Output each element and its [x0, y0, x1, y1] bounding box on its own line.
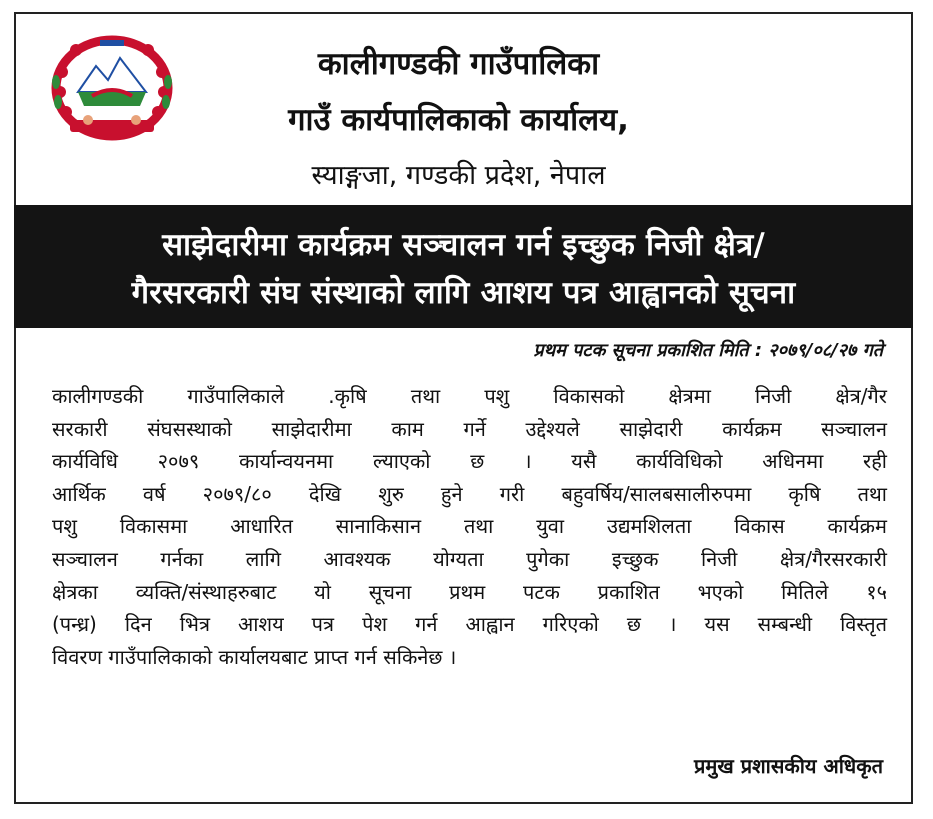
body-line: आर्थिक वर्ष २०७९/८० देखि शुरु हुने गरी बहुवर्षिय/सालबसालीरुपमा कृषि तथा	[52, 481, 887, 506]
body-line: पशु विकासमा आधारित सानाकिसान तथा युवा उद्यमशिलता विकास कार्यक्रम	[52, 514, 887, 539]
body-line: विवरण गाउँपालिकाको कार्यालयबाट प्राप्त गर्न सकिनेछ ।	[52, 644, 457, 669]
notice-body	[52, 380, 887, 673]
body-line: सरकारी संघसस्थाको साझेदारीमा काम गर्ने उद्देश्यले साझेदारी कार्यक्रम सञ्चालन	[52, 416, 887, 441]
body-line: क्षेत्रका व्यक्ति/संस्थाहरुबाट यो सूचना प्रथम पटक प्रकाशित भएको मितिले १५	[52, 579, 887, 604]
location-line: स्याङ्गजा, गण्डकी प्रदेश, नेपाल	[311, 160, 606, 191]
body-line: कार्यविधि २०७९ कार्यान्वयनमा ल्याएको छ । यसै कार्यविधिको अधिनमा रही	[52, 449, 887, 474]
municipality-name: कालीगण्डकी गाउँपालिका	[317, 46, 600, 82]
signature: प्रमुख प्रशासकीय अधिकृत	[694, 754, 883, 778]
office-name: गाउँ कार्यपालिकाको कार्यालय,	[288, 102, 629, 138]
notice-title-banner	[14, 205, 913, 328]
notice-title-line2: गैरसरकारी संघ संस्थाको लागि आशय पत्र आह्वानको सूचना	[131, 275, 796, 311]
notice-title-line1: साझेदारीमा कार्यक्रम सञ्चालन गर्न इच्छुक निजी क्षेत्र/	[162, 227, 765, 263]
publish-date: प्रथम पटक सूचना प्रकाशित मिति : २०७९/०८/२७ गते	[533, 340, 883, 361]
body-line: (पन्ध्र) दिन भित्र आशय पत्र पेश गर्न आह्वान गरिएको छ । यस सम्बन्धी विस्तृत	[52, 612, 887, 637]
body-line: कालीगण्डकी गाउँपालिकाले .कृषि तथा पशु विकासको क्षेत्रमा निजी क्षेत्र/गैर	[52, 384, 887, 408]
body-line: सञ्चालन गर्नका लागि आवश्यक योग्यता पुगेका इच्छुक निजी क्षेत्र/गैरसरकारी	[52, 546, 887, 571]
